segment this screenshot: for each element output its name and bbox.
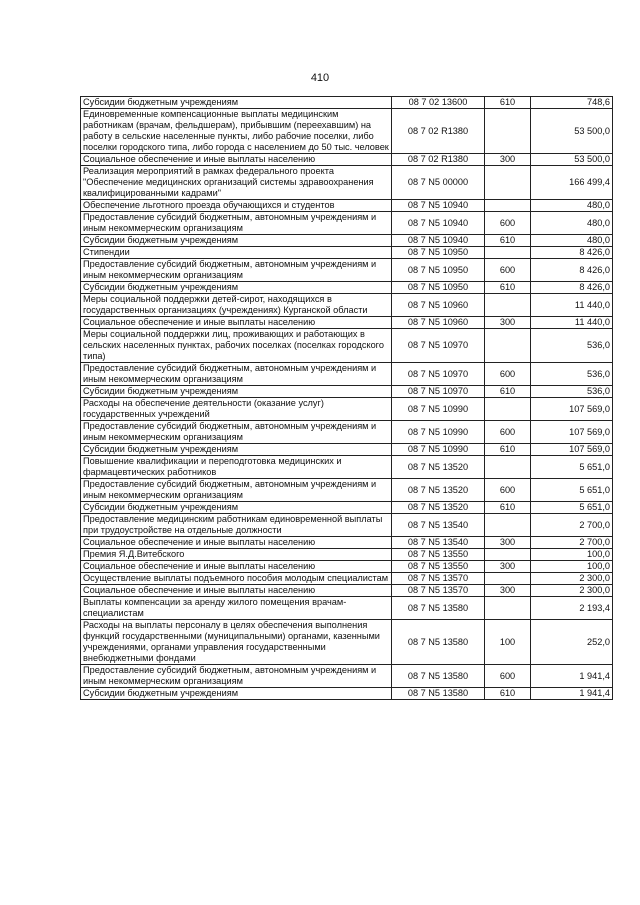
row-expense-type-cell (485, 573, 531, 585)
row-expense-type-cell: 610 (485, 444, 531, 456)
row-code-cell: 08 7 N5 13580 (392, 665, 485, 688)
row-expense-type-cell (485, 166, 531, 200)
row-code-cell: 08 7 N5 00000 (392, 166, 485, 200)
table-row (81, 444, 613, 456)
row-code-cell: 08 7 N5 13540 (392, 537, 485, 549)
row-sum-cell: 2 700,0 (531, 537, 613, 549)
row-name-cell: Социальное обеспечение и иные выплаты населению (81, 154, 392, 166)
table-row (81, 97, 613, 109)
row-code-cell: 08 7 N5 13550 (392, 549, 485, 561)
table-row (81, 620, 613, 665)
row-code-cell: 08 7 N5 13540 (392, 514, 485, 537)
row-sum-cell: 107 569,0 (531, 421, 613, 444)
row-code-cell: 08 7 N5 10950 (392, 259, 485, 282)
row-code-cell: 08 7 N5 13520 (392, 456, 485, 479)
row-code-cell: 08 7 02 R1380 (392, 109, 485, 154)
row-name-cell: Субсидии бюджетным учреждениям (81, 444, 392, 456)
row-code-cell: 08 7 N5 10990 (392, 444, 485, 456)
row-sum-cell: 536,0 (531, 329, 613, 363)
table-row (81, 235, 613, 247)
row-name-cell: Предоставление субсидий бюджетным, автономным учреждениям и иным некоммерческим организациям (81, 363, 392, 386)
row-name-cell: Реализация мероприятий в рамках федерального проекта "Обеспечение медицинских организаций системы здравоохранения квалифицированными кадрами" (81, 166, 392, 200)
row-expense-type-cell (485, 200, 531, 212)
row-sum-cell: 8 426,0 (531, 259, 613, 282)
row-expense-type-cell: 300 (485, 561, 531, 573)
row-expense-type-cell (485, 597, 531, 620)
table-row (81, 537, 613, 549)
table-row (81, 212, 613, 235)
table-row (81, 421, 613, 444)
row-expense-type-cell: 600 (485, 421, 531, 444)
row-sum-cell: 536,0 (531, 363, 613, 386)
row-name-cell: Расходы на выплаты персоналу в целях обеспечения выполнения функций государственными (муниципальными) органами, казенными учреждениями, органами управления государственными внебюджетными фондами (81, 620, 392, 665)
table-row (81, 154, 613, 166)
row-expense-type-cell (485, 294, 531, 317)
row-sum-cell: 53 500,0 (531, 154, 613, 166)
row-name-cell: Субсидии бюджетным учреждениям (81, 688, 392, 700)
row-name-cell: Субсидии бюджетным учреждениям (81, 502, 392, 514)
row-sum-cell: 53 500,0 (531, 109, 613, 154)
row-expense-type-cell: 610 (485, 235, 531, 247)
row-sum-cell: 5 651,0 (531, 479, 613, 502)
row-sum-cell: 11 440,0 (531, 294, 613, 317)
row-code-cell: 08 7 N5 10970 (392, 363, 485, 386)
row-expense-type-cell: 300 (485, 537, 531, 549)
budget-table (80, 96, 613, 700)
row-sum-cell: 100,0 (531, 549, 613, 561)
row-sum-cell: 1 941,4 (531, 688, 613, 700)
row-expense-type-cell (485, 514, 531, 537)
row-code-cell: 08 7 N5 13570 (392, 585, 485, 597)
row-code-cell: 08 7 02 13600 (392, 97, 485, 109)
row-expense-type-cell: 300 (485, 317, 531, 329)
row-code-cell: 08 7 N5 13520 (392, 479, 485, 502)
row-expense-type-cell: 610 (485, 688, 531, 700)
row-expense-type-cell: 100 (485, 620, 531, 665)
row-expense-type-cell: 610 (485, 97, 531, 109)
row-name-cell: Меры социальной поддержки детей-сирот, находящихся в государственных организациях (учреждениях) Курганской области (81, 294, 392, 317)
row-sum-cell: 2 193,4 (531, 597, 613, 620)
row-sum-cell: 8 426,0 (531, 247, 613, 259)
row-name-cell: Субсидии бюджетным учреждениям (81, 97, 392, 109)
table-row (81, 573, 613, 585)
row-name-cell: Субсидии бюджетным учреждениям (81, 235, 392, 247)
row-expense-type-cell: 610 (485, 282, 531, 294)
table-row (81, 502, 613, 514)
table-row (81, 109, 613, 154)
row-name-cell: Предоставление субсидий бюджетным, автономным учреждениям и иным некоммерческим организациям (81, 421, 392, 444)
row-code-cell: 08 7 N5 10940 (392, 212, 485, 235)
table-row (81, 282, 613, 294)
table-row (81, 386, 613, 398)
row-name-cell: Расходы на обеспечение деятельности (оказание услуг) государственных учреждений (81, 398, 392, 421)
row-name-cell: Выплаты компенсации за аренду жилого помещения врачам-специалистам (81, 597, 392, 620)
row-expense-type-cell (485, 329, 531, 363)
row-sum-cell: 252,0 (531, 620, 613, 665)
table-row (81, 597, 613, 620)
row-expense-type-cell: 600 (485, 479, 531, 502)
row-code-cell: 08 7 N5 10960 (392, 317, 485, 329)
row-name-cell: Социальное обеспечение и иные выплаты населению (81, 561, 392, 573)
row-name-cell: Социальное обеспечение и иные выплаты населению (81, 537, 392, 549)
row-sum-cell: 748,6 (531, 97, 613, 109)
table-row (81, 259, 613, 282)
row-code-cell: 08 7 N5 13570 (392, 573, 485, 585)
row-code-cell: 08 7 N5 13580 (392, 688, 485, 700)
table-row (81, 585, 613, 597)
row-name-cell: Предоставление медицинским работникам единовременной выплаты при трудоустройстве на отдельные должности (81, 514, 392, 537)
row-name-cell: Субсидии бюджетным учреждениям (81, 282, 392, 294)
row-expense-type-cell: 610 (485, 386, 531, 398)
row-sum-cell: 107 569,0 (531, 444, 613, 456)
row-code-cell: 08 7 N5 13550 (392, 561, 485, 573)
page-number: 410 (310, 72, 330, 84)
row-expense-type-cell (485, 456, 531, 479)
row-sum-cell: 480,0 (531, 212, 613, 235)
row-name-cell: Социальное обеспечение и иные выплаты населению (81, 317, 392, 329)
row-expense-type-cell: 300 (485, 154, 531, 166)
row-sum-cell: 107 569,0 (531, 398, 613, 421)
table-row (81, 456, 613, 479)
row-expense-type-cell (485, 398, 531, 421)
row-name-cell: Предоставление субсидий бюджетным, автономным учреждениям и иным некоммерческим организациям (81, 259, 392, 282)
row-sum-cell: 166 499,4 (531, 166, 613, 200)
row-sum-cell: 5 651,0 (531, 502, 613, 514)
table-row (81, 688, 613, 700)
row-sum-cell: 100,0 (531, 561, 613, 573)
table-row (81, 549, 613, 561)
row-code-cell: 08 7 N5 10940 (392, 200, 485, 212)
budget-table-body (81, 97, 613, 700)
row-code-cell: 08 7 N5 10950 (392, 282, 485, 294)
table-row (81, 363, 613, 386)
row-name-cell: Стипендии (81, 247, 392, 259)
row-expense-type-cell: 300 (485, 585, 531, 597)
row-code-cell: 08 7 N5 10990 (392, 398, 485, 421)
row-sum-cell: 2 300,0 (531, 573, 613, 585)
table-row (81, 665, 613, 688)
row-name-cell: Предоставление субсидий бюджетным, автономным учреждениям и иным некоммерческим организациям (81, 212, 392, 235)
row-name-cell: Социальное обеспечение и иные выплаты населению (81, 585, 392, 597)
row-name-cell: Предоставление субсидий бюджетным, автономным учреждениям и иным некоммерческим организациям (81, 479, 392, 502)
row-code-cell: 08 7 N5 13580 (392, 597, 485, 620)
table-row (81, 514, 613, 537)
row-code-cell: 08 7 N5 10940 (392, 235, 485, 247)
table-row (81, 247, 613, 259)
table-row (81, 317, 613, 329)
row-sum-cell: 11 440,0 (531, 317, 613, 329)
table-row (81, 200, 613, 212)
table-row (81, 398, 613, 421)
row-expense-type-cell: 600 (485, 212, 531, 235)
row-sum-cell: 5 651,0 (531, 456, 613, 479)
row-name-cell: Повышение квалификации и переподготовка медицинских и фармацевтических работников (81, 456, 392, 479)
row-name-cell: Субсидии бюджетным учреждениям (81, 386, 392, 398)
row-code-cell: 08 7 N5 10970 (392, 329, 485, 363)
row-sum-cell: 8 426,0 (531, 282, 613, 294)
row-expense-type-cell (485, 549, 531, 561)
row-expense-type-cell: 600 (485, 363, 531, 386)
table-row (81, 561, 613, 573)
row-expense-type-cell (485, 109, 531, 154)
table-row (81, 329, 613, 363)
row-code-cell: 08 7 N5 13520 (392, 502, 485, 514)
row-code-cell: 08 7 N5 10960 (392, 294, 485, 317)
row-expense-type-cell (485, 247, 531, 259)
table-row (81, 294, 613, 317)
row-code-cell: 08 7 N5 13580 (392, 620, 485, 665)
row-code-cell: 08 7 02 R1380 (392, 154, 485, 166)
row-name-cell: Обеспечение льготного проезда обучающихся и студентов (81, 200, 392, 212)
row-name-cell: Премия Я.Д.Витебского (81, 549, 392, 561)
row-code-cell: 08 7 N5 10950 (392, 247, 485, 259)
row-expense-type-cell: 600 (485, 259, 531, 282)
row-sum-cell: 2 700,0 (531, 514, 613, 537)
row-sum-cell: 2 300,0 (531, 585, 613, 597)
row-code-cell: 08 7 N5 10990 (392, 421, 485, 444)
row-expense-type-cell: 600 (485, 665, 531, 688)
row-name-cell: Осуществление выплаты подъемного пособия молодым специалистам (81, 573, 392, 585)
row-sum-cell: 480,0 (531, 235, 613, 247)
table-row (81, 479, 613, 502)
table-row (81, 166, 613, 200)
row-sum-cell: 480,0 (531, 200, 613, 212)
row-name-cell: Меры социальной поддержки лиц, проживающих и работающих в сельских населенных пунктах, рабочих поселках (поселках городского типа) (81, 329, 392, 363)
row-name-cell: Предоставление субсидий бюджетным, автономным учреждениям и иным некоммерческим организациям (81, 665, 392, 688)
row-expense-type-cell: 610 (485, 502, 531, 514)
row-name-cell: Единовременные компенсационные выплаты медицинским работникам (врачам, фельдшерам), прибывшим (переехавшим) на работу в сельские населенные пункты, либо рабочие поселки, либо поселки городского типа, либо города с населением до 50 тыс. человек (81, 109, 392, 154)
row-sum-cell: 1 941,4 (531, 665, 613, 688)
row-code-cell: 08 7 N5 10970 (392, 386, 485, 398)
row-sum-cell: 536,0 (531, 386, 613, 398)
